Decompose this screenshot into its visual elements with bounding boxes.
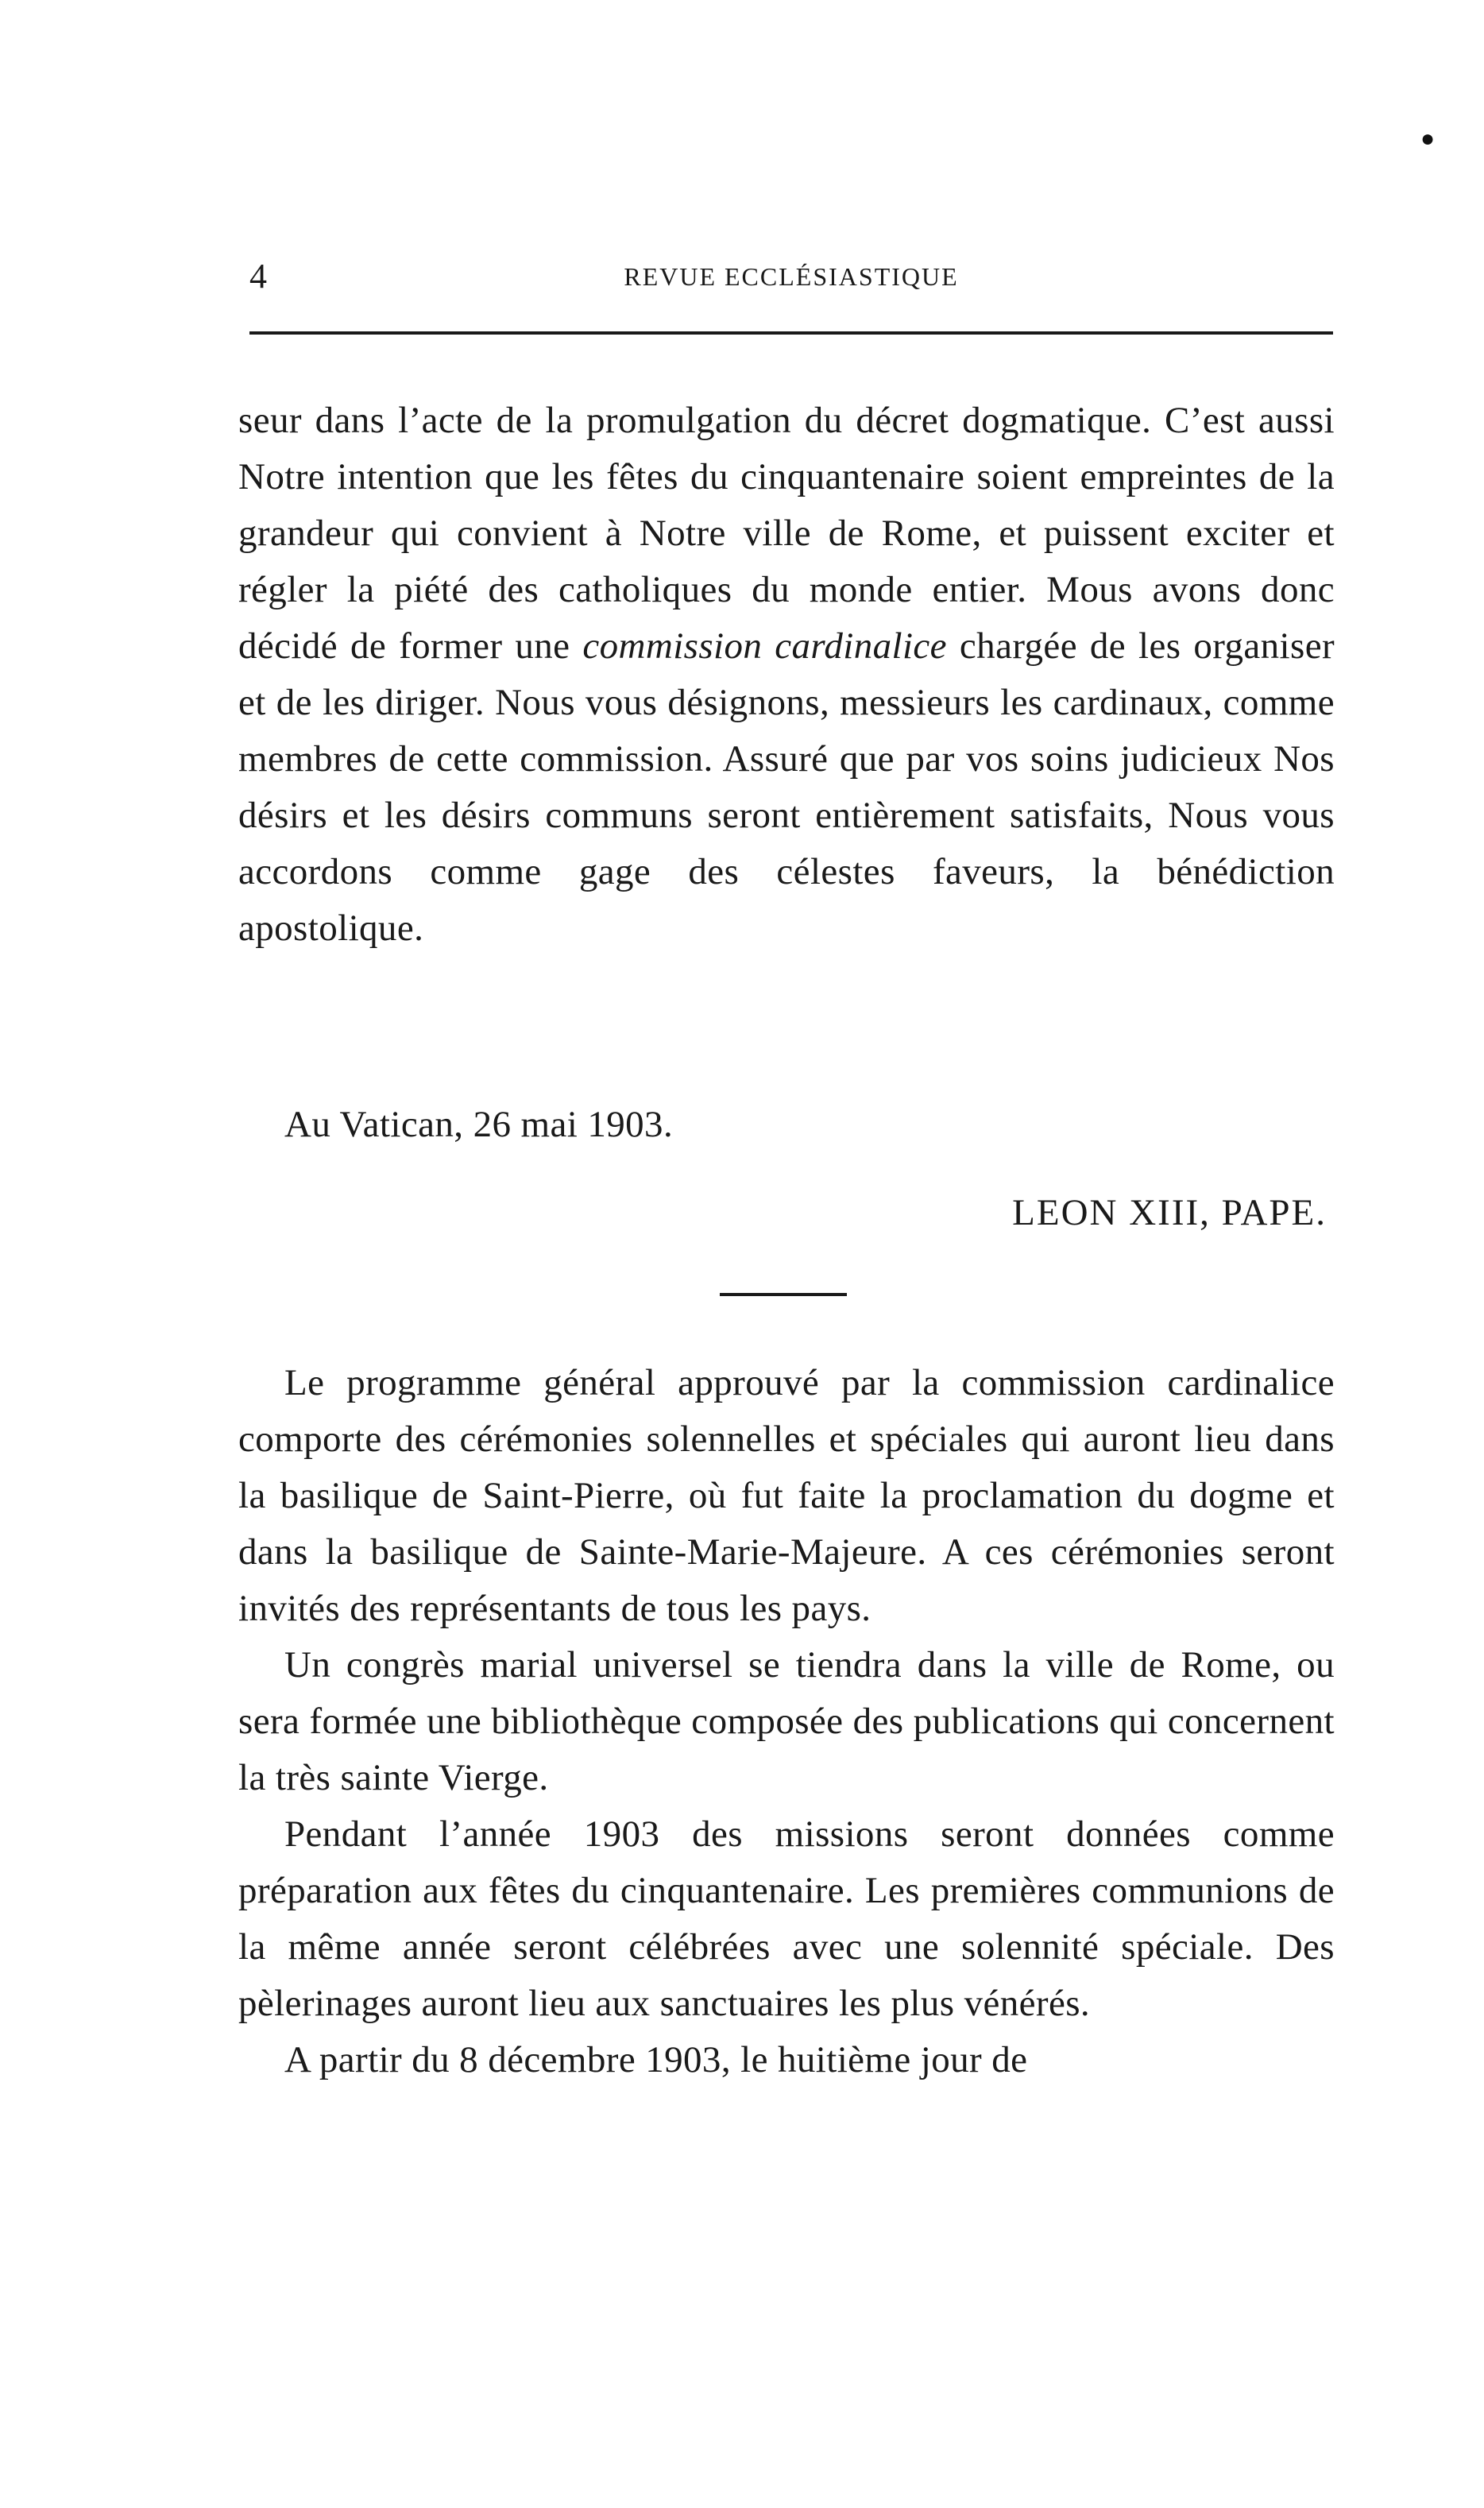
running-head: REVUE ECCLÉSIASTIQUE: [624, 262, 959, 291]
programme-text: [238, 1355, 1335, 2088]
letter-text: [238, 393, 1335, 957]
programme-paragraph: Le programme général approuvé par la commission cardinalice comporte des cérémonies solennelles et spéciales qui auront lieu dans la basilique de Saint-Pierre, où fut faite la proclamation du dogme et dans la basilique de Sainte-Marie-Majeure. A ces cérémonies seront invités des représentants de tous les pays.: [238, 1362, 1335, 1629]
page-number: 4: [249, 257, 267, 296]
letter-text-segment: chargée de les organiser et de les diriger. Nous vous désignons, messieurs les cardinaux, comme membres de cette commission. Assuré que par vos soins judicieux Nos désirs et les désirs communs seront entièrement satisfaits, Nous vous accordons comme gage des célestes faveurs, la bénédiction apostolique.: [238, 625, 1335, 949]
dateline: Au Vatican, 26 mai 1903.: [284, 1104, 674, 1145]
margin-mark: ●: [1420, 126, 1436, 152]
section-separator: [720, 1293, 847, 1296]
programme-paragraph: Pendant l’année 1903 des missions seront données comme préparation aux fêtes du cinquantenaire. Les premières communions de la même année seront célébrées avec une solennité spéciale. Des pèlerinages auront lieu aux sanctuaires les plus vénérés.: [238, 1813, 1335, 2024]
programme-paragraph: A partir du 8 décembre 1903, le huitième jour de: [284, 2039, 1028, 2080]
letter-paragraph: [238, 393, 1335, 957]
letter-emphasis: commission cardinalice: [582, 625, 947, 667]
page-header: [249, 253, 1333, 300]
letter-text-segment: seur dans l’acte de la promulgation du décret dogmatique. C’est aussi Notre intention que les fêtes du cinquantenaire soient empreintes de la grandeur qui convient à Notre ville de Rome, et puissent exciter et régler la piété des catholiques du monde entier. Mous avons donc décidé de former une: [238, 400, 1335, 667]
signature: LEON XIII, PAPE.: [1012, 1192, 1327, 1233]
header-rule: [249, 331, 1333, 335]
programme-paragraph: Un congrès marial universel se tiendra dans la ville de Rome, ou sera formée une bibliothèque composée des publications qui concernent la très sainte Vierge.: [238, 1644, 1335, 1798]
